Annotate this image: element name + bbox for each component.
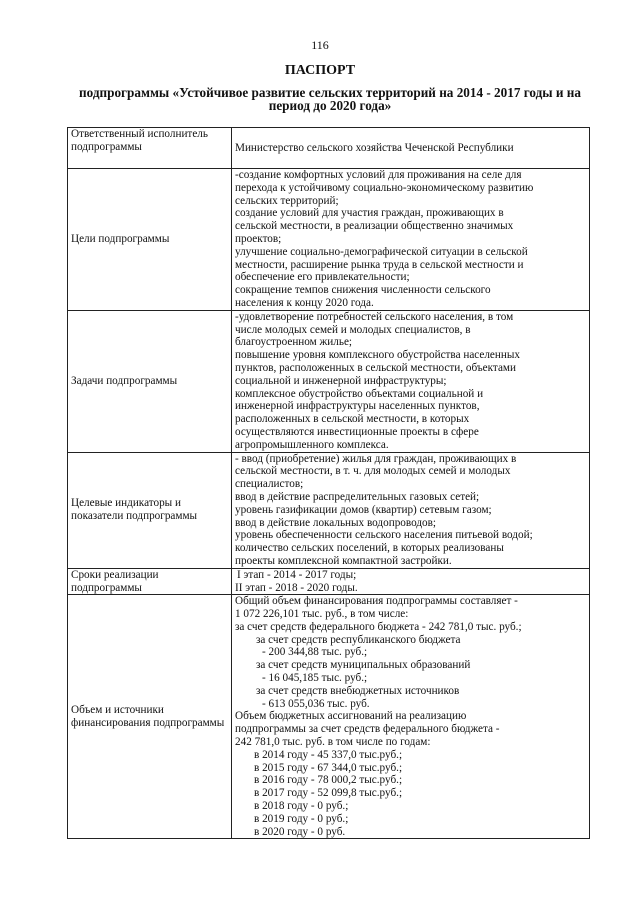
text-line: специалистов; (235, 478, 304, 491)
table-row-indicators (68, 452, 590, 568)
text-line: уровень обеспеченности сельского населения питьевой водой; (235, 529, 533, 542)
text-line: обеспечение его привлекательности; (235, 271, 410, 284)
row-label-timing: Сроки реализации подпрограммы (68, 568, 232, 595)
text-line: сельской местности, в т. ч. для молодых семей и молодых (235, 465, 511, 478)
text-line: -создание комфортных условий для проживания на селе для (235, 169, 522, 181)
text-line: местности, расширение рынка труда в сельской местности и (235, 258, 524, 271)
row-value-indicators (232, 452, 590, 568)
text-line: за счет средств республиканского бюджета (256, 633, 461, 646)
text-line: комплексное обустройство объектами социальной и (235, 387, 484, 400)
text-line: - 200 344,88 тыс. руб.; (262, 646, 368, 659)
row-label-goals: Цели подпрограммы (68, 169, 232, 311)
row-label-indicators: Целевые индикаторы и показатели подпрограммы (68, 452, 232, 568)
text-line: 242 781,0 тыс. руб. в том числе по годам: (235, 736, 431, 749)
row-value-executor (232, 128, 590, 169)
table-row-goals (68, 169, 590, 311)
text-line: проектов; (235, 232, 282, 245)
text-line: за счет средств муниципальных образований (256, 659, 471, 672)
table-row-financing (68, 595, 590, 839)
text-line: сельских территорий; (235, 194, 339, 207)
text-line: в 2015 году - 67 344,0 тыс.руб.; (254, 761, 403, 774)
text-line: Министерство сельского хозяйства Чеченской Республики (235, 141, 514, 154)
text-line: агропромышленного комплекса. (235, 438, 389, 451)
text-line: сокращение темпов снижения численности сельского (235, 284, 491, 297)
passport-table (67, 127, 590, 839)
text-line: Общий объем финансирования подпрограммы составляет - (235, 595, 518, 608)
text-line: в 2016 году - 78 000,2 тыс.руб.; (254, 774, 403, 787)
text-line: - 16 045,185 тыс. руб.; (262, 672, 368, 685)
table-row-tasks (68, 310, 590, 452)
page-number: 116 (311, 38, 329, 52)
row-label-tasks: Задачи подпрограммы (68, 310, 232, 452)
text-line: сельской местности, в реализации общественно значимых (235, 220, 514, 233)
text-line: в 2020 году - 0 руб. (254, 825, 346, 838)
row-label-financing: Объем и источники финансирования подпрограммы (68, 595, 232, 839)
document-subtitle: подпрограммы «Устойчивое развитие сельских территорий на 2014 - 2017 годы и на период до 2020 года» (79, 85, 581, 113)
text-line: населения к концу 2020 года. (235, 296, 374, 309)
text-line: числе молодых семей и молодых специалистов, в (235, 323, 471, 336)
text-line: в 2018 году - 0 руб.; (254, 800, 349, 813)
text-line: ввод в действие распределительных газовых сетей; (235, 490, 480, 503)
document-title: ПАСПОРТ (284, 63, 356, 78)
row-value-timing (232, 568, 590, 595)
text-line: благоустроенном жилье; (235, 336, 353, 349)
text-line: социальной и инженерной инфраструктуры; (235, 374, 447, 387)
text-line: повышение уровня комплексного обустройства населенных (235, 349, 520, 362)
text-line: пунктов, расположенных в сельской местности, объектами (235, 361, 516, 374)
text-line: II этап - 2018 - 2020 годы. (235, 581, 358, 594)
table-row-executor (68, 128, 590, 169)
text-line: перехода к устойчивому социально-экономическому развитию (235, 181, 534, 194)
text-line: подпрограммы за счет средств федерального бюджета - (235, 723, 500, 736)
row-value-goals (232, 169, 590, 311)
text-line: проекты комплексной компактной застройки. (235, 554, 452, 567)
text-line: за счет средств внебюджетных источников (256, 684, 460, 697)
text-line: в 2014 году - 45 337,0 тыс.руб.; (254, 748, 403, 761)
text-line: 1 072 226,101 тыс. руб., в том числе: (235, 608, 409, 621)
text-line: Объем бюджетных ассигнований на реализацию (235, 710, 467, 723)
row-value-financing (232, 595, 590, 839)
text-line: за счет средств федерального бюджета - 242 781,0 тыс. руб.; (235, 620, 522, 633)
text-line: ввод в действие локальных водопроводов; (235, 516, 437, 529)
text-line: - ввод (приобретение) жилья для граждан, проживающих в (235, 452, 517, 465)
text-line: улучшение социально-демографической ситуации в сельской (235, 245, 528, 258)
text-line: расположенных в сельской местности, в которых (235, 413, 470, 426)
text-line: I этап - 2014 - 2017 годы; (237, 568, 357, 581)
text-line: в 2019 году - 0 руб.; (254, 812, 349, 825)
row-value-tasks (232, 310, 590, 452)
row-label-executor: Ответственный исполнитель подпрограммы (68, 128, 232, 169)
text-line: осуществляются инвестиционные проекты в сфере (235, 425, 479, 438)
text-line: -удовлетворение потребностей сельского населения, в том (235, 310, 514, 323)
text-line: инженерной инфраструктуры населенных пунктов, (235, 400, 480, 413)
text-line: в 2017 году - 52 099,8 тыс.руб.; (254, 787, 403, 800)
text-line: уровень газификации домов (квартир) сетевым газом; (235, 503, 492, 516)
text-line: - 613 055,036 тыс. руб. (262, 697, 370, 710)
text-line: количество сельских поселений, в которых реализованы (235, 542, 504, 555)
text-line: создание условий для участия граждан, проживающих в (235, 207, 504, 220)
table-row-timing (68, 568, 590, 595)
